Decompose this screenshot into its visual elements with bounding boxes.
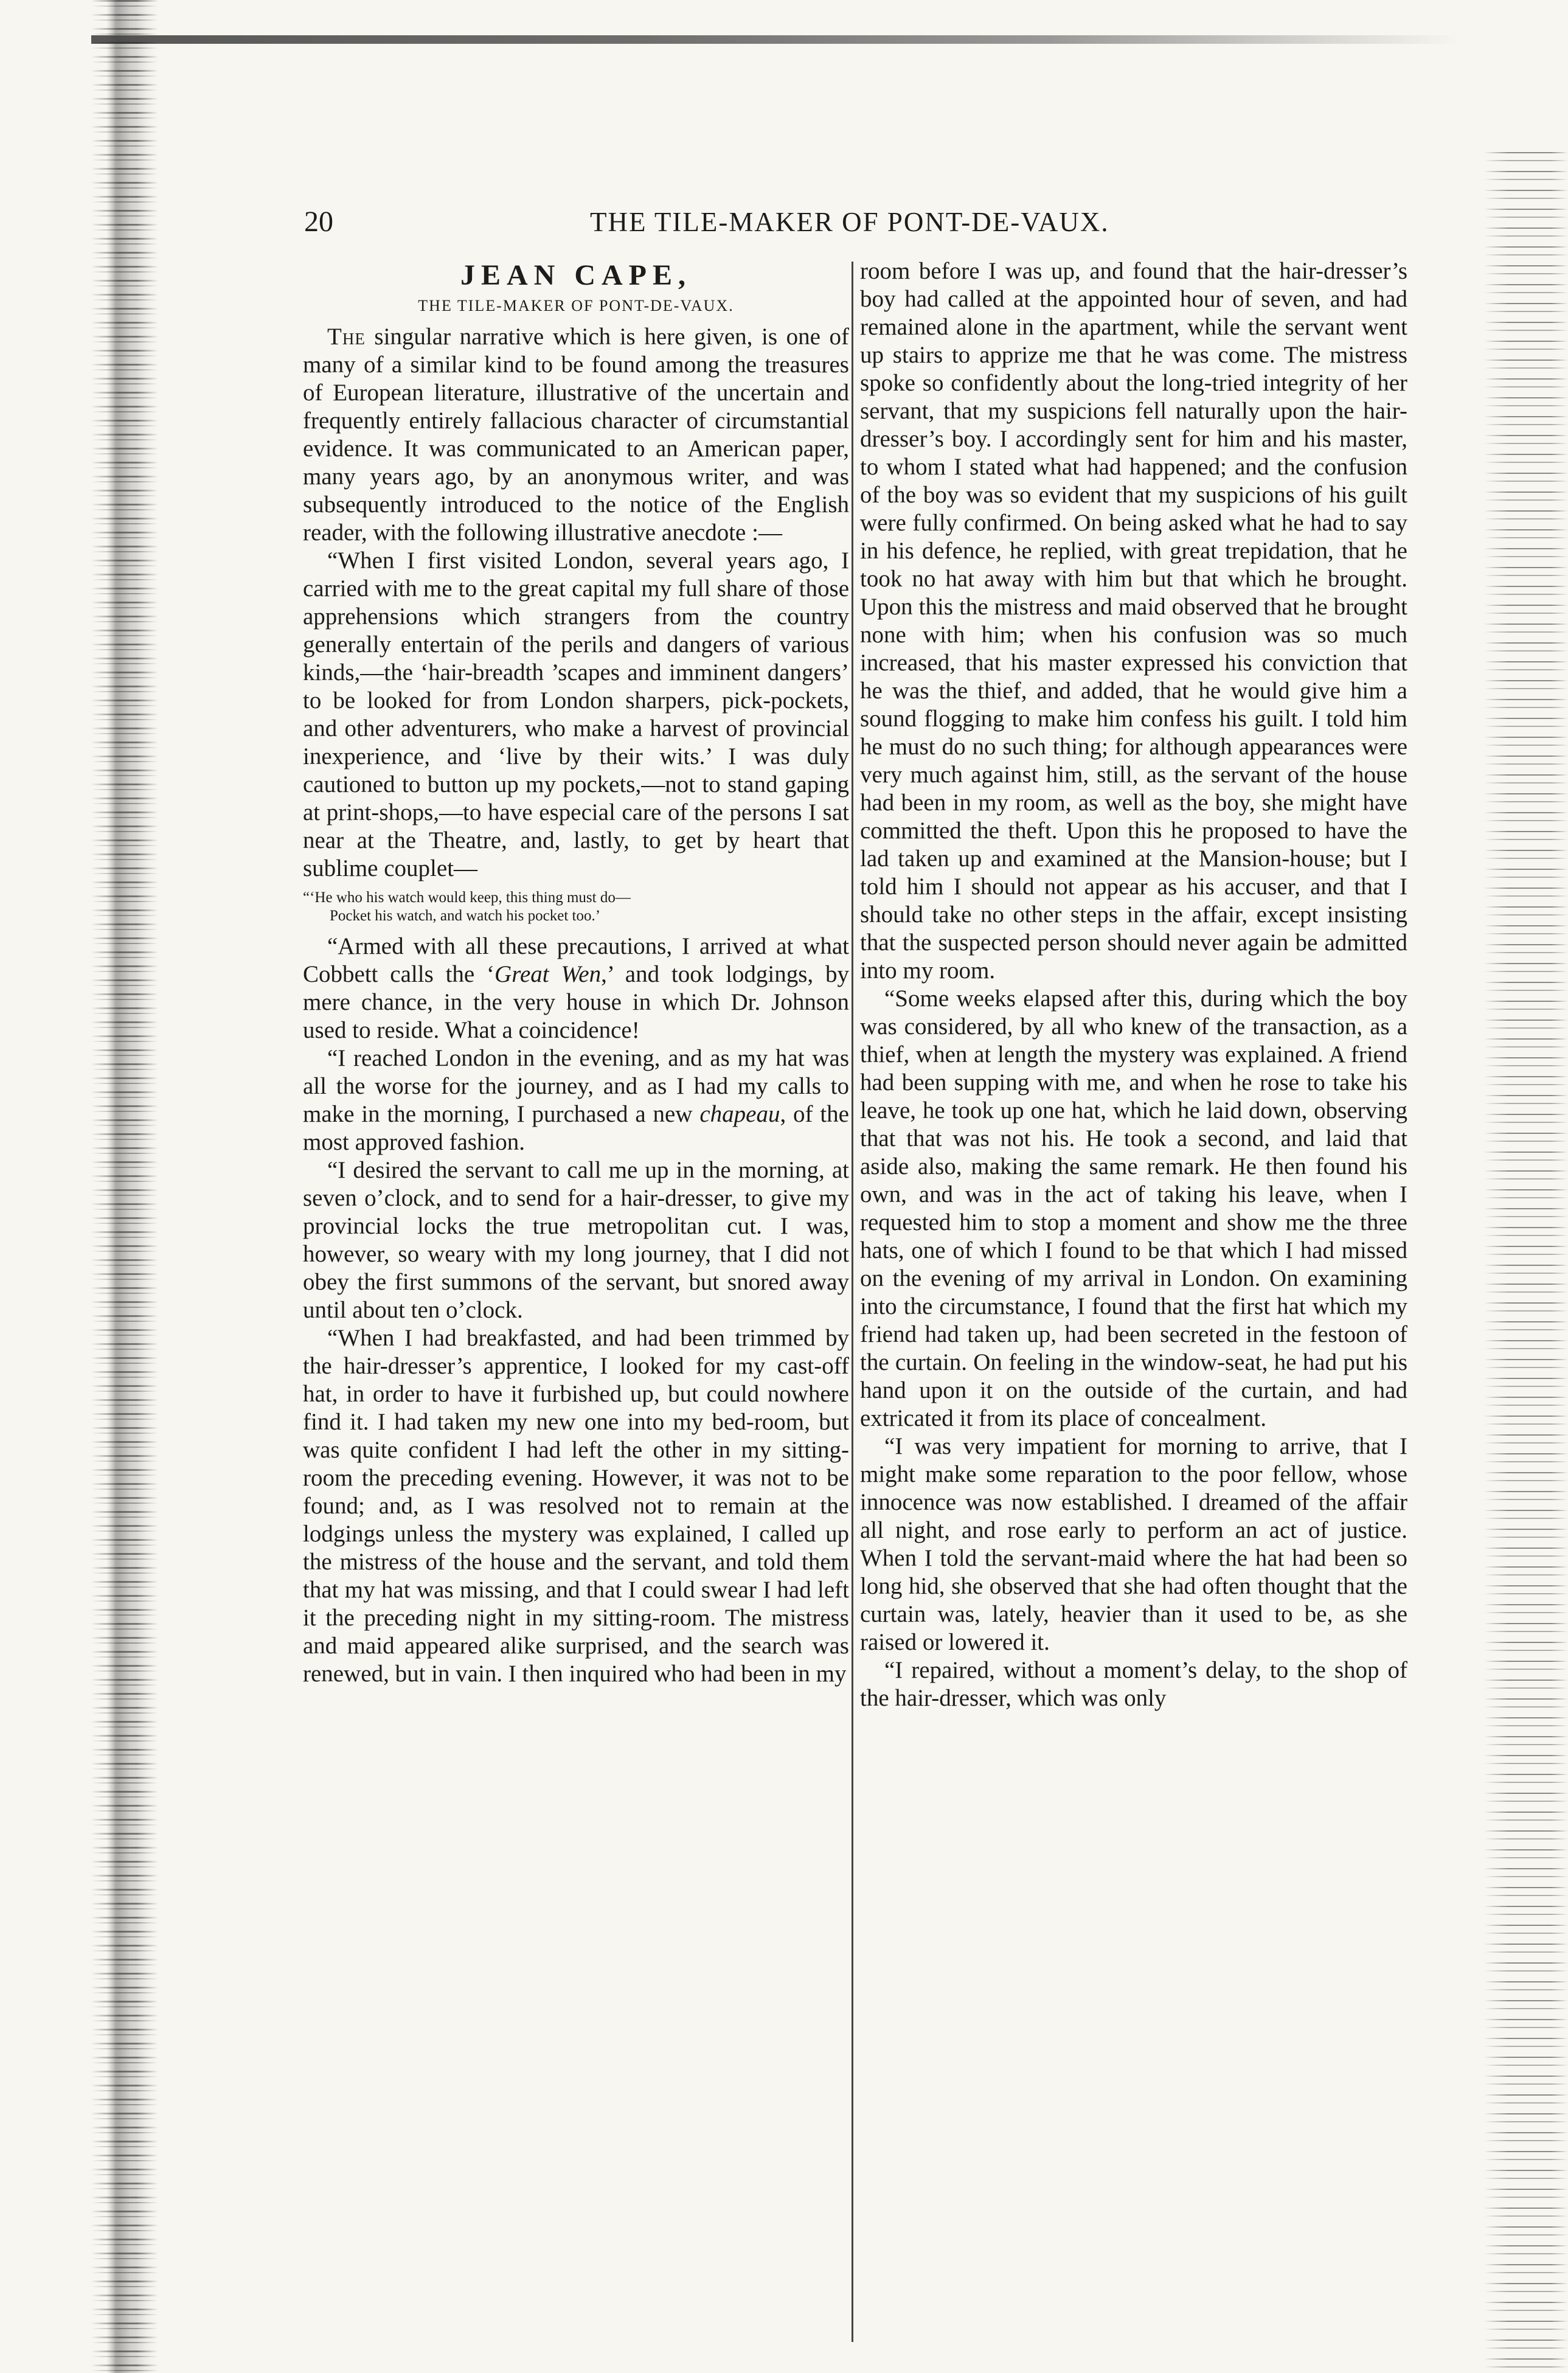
paragraph-continued: room before I was up, and found that the hair-dresser’s boy had called at the appointed hour of seven, and had remained alone in the apartment, while the servant went up stairs to apprize me that he was come. The mistress spoke so confidently about the long-tried integrity of her servant, that my suspicions fell naturally upon the hair-dresser’s boy. I accordingly sent for him and his master, to whom I stated what had happened; and the confusion of the boy was so evident that my suspicions of his guilt were fully confirmed. On being asked what he had to say in his defence, he replied, with great trepidation, that he took no hat away with him but that which he brought. Upon this the mistress and maid observed that he brought none with him; when his confusion was so much increased, that his master expressed his conviction that he was the thief, and added, that he would give him a sound flogging to make him confess his guilt. I told him he must do no such thing; for although appearances were very much against him, still, as the servant of the house had been in my room, as well as the boy, she might have committed the theft. Upon this he proposed to have the lad taken up and examined at the Mansion-house; but I told him I should not appear as his accuser, and that I should take no other steps in the affair, except insisting that the suspected person should never again be admitted into my room. <box>860 258 1407 984</box>
intro-lead-word: The <box>327 324 366 350</box>
paragraph-new-hat-italic: chapeau <box>699 1101 780 1127</box>
text-column-right <box>860 257 1407 2350</box>
paragraph-arrival <box>303 933 849 1044</box>
running-head: THE TILE-MAKER OF PONT-DE-VAUX. <box>590 207 1109 237</box>
paragraph-missing-hat: “When I had breakfasted, and had been trimmed by the hair-dresser’s apprentice, I looked for my cast-off hat, in order to have it furbished up, but could nowhere find it. I had taken my new one into my bed-room, but was quite confident I had left the other in my sitting-room the preceding evening. However, it was not to be found; and, as I was resolved not to remain at the lodgings unless the mystery was explained, I called up the mistress of the house and the servant, and told them that my hat was missing, and that I could swear I had left it the preceding night in my sitting-room. The mistress and maid appeared alike surprised, and the search was renewed, but in vain. I then inquired who had been in my <box>303 1325 849 1687</box>
paragraph-new-hat <box>303 1044 849 1156</box>
paragraph-arrival-italic: Great Wen <box>494 961 602 987</box>
scan-edge-top <box>91 35 1460 44</box>
couplet-quote <box>303 889 849 925</box>
page-header <box>304 204 1411 244</box>
couplet-line-2: Pocket his watch, and watch his pocket too.’ <box>330 908 601 924</box>
intro-paragraph <box>303 323 849 547</box>
scan-edge-right <box>1484 152 1568 2372</box>
page-number: 20 <box>304 206 333 238</box>
intro-text: singular narrative which is here given, is one of many of a similar kind to be found among the treasures of European literature, illustrative of the uncertain and frequently entirely fallacious character of circumstantial evidence. It was communicated to an American paper, many years ago, by an anonymous writer, and was subsequently introduced to the notice of the English reader, with the following illustrative anecdote :— <box>303 324 849 546</box>
paragraph-mystery-explained: “Some weeks elapsed after this, during which the boy was considered, by all who knew of the transaction, as a thief, when at length the mystery was explained. A friend had been supping with me, and when he rose to take his leave, he took up one hat, which he laid down, observing that that was not his. He took a second, and laid that aside also, making the same remark. He then found his own, and was in the act of taking his leave, when I requested him to stop a moment and show me the three hats, one of which I found to be that which I had missed on the evening of my arrival in London. On examining into the circumstance, I found that the first hat which my friend had taken up, had been secreted in the festoon of the curtain. On feeling in the window-seat, he had put his hand upon it on the outside of the curtain, and had extricated it from its place of concealment. <box>860 985 1407 1431</box>
text-column-left <box>303 257 849 2350</box>
column-divider <box>852 262 853 2342</box>
paragraph-arrival-text: “Armed with all these precautions, I arrived at what Cobbett calls the ‘ <box>303 933 849 987</box>
paragraph-reparation: “I was very impatient for morning to arrive, that I might make some reparation to the poor fellow, whose innocence was now established. I dreamed of the affair all night, and rose early to perform an act of justice. When I told the servant-maid where the hat had been so long hid, she observed that she had often thought that the curtain was, lately, heavier than it used to be, as she raised or lowered it. <box>860 1433 1407 1655</box>
article-title: JEAN CAPE, <box>460 259 692 291</box>
scan-edge-left <box>0 0 158 2373</box>
paragraph-first-visit: “When I first visited London, several years ago, I carried with me to the great capital my full share of those apprehensions which strangers from the country generally entertain of the perils and dangers of various kinds,—the ‘hair-breadth ’scapes and imminent dangers’ to be looked for from London sharpers, pick-pockets, and other adventurers, who make a harvest of provincial inexperience, and ‘live by their wits.’ I was duly cautioned to button up my pockets,—not to stand gaping at print-shops,—to have especial care of the persons I sat near at the Theatre, and, lastly, to get by heart that sublime couplet— <box>303 547 849 881</box>
couplet-line-1: “‘He who his watch would keep, this thing must do— <box>303 889 631 906</box>
article-subtitle: THE TILE-MAKER OF PONT-DE-VAUX. <box>418 297 734 314</box>
paragraph-hair-dresser-shop: “I repaired, without a moment’s delay, to the shop of the hair-dresser, which was only <box>860 1657 1407 1711</box>
paragraph-arrival-text-end: ,’ and took lodgings, by mere chance, in the very house in which Dr. Johnson used to reside. What a coincidence! <box>303 961 849 1043</box>
paragraph-servant-call: “I desired the servant to call me up in the morning, at seven o’clock, and to send for a hair-dresser, to give my provincial locks the true metropolitan cut. I was, however, so weary with my long journey, that I did not obey the first summons of the servant, but snored away until about ten o’clock. <box>303 1157 849 1323</box>
paragraph-new-hat-text-end: , of the most approved fashion. <box>303 1101 849 1155</box>
paragraph-new-hat-text: “I reached London in the evening, and as my hat was all the worse for the journey, and as I had my calls to make in the morning, I purchased a new <box>303 1045 849 1127</box>
